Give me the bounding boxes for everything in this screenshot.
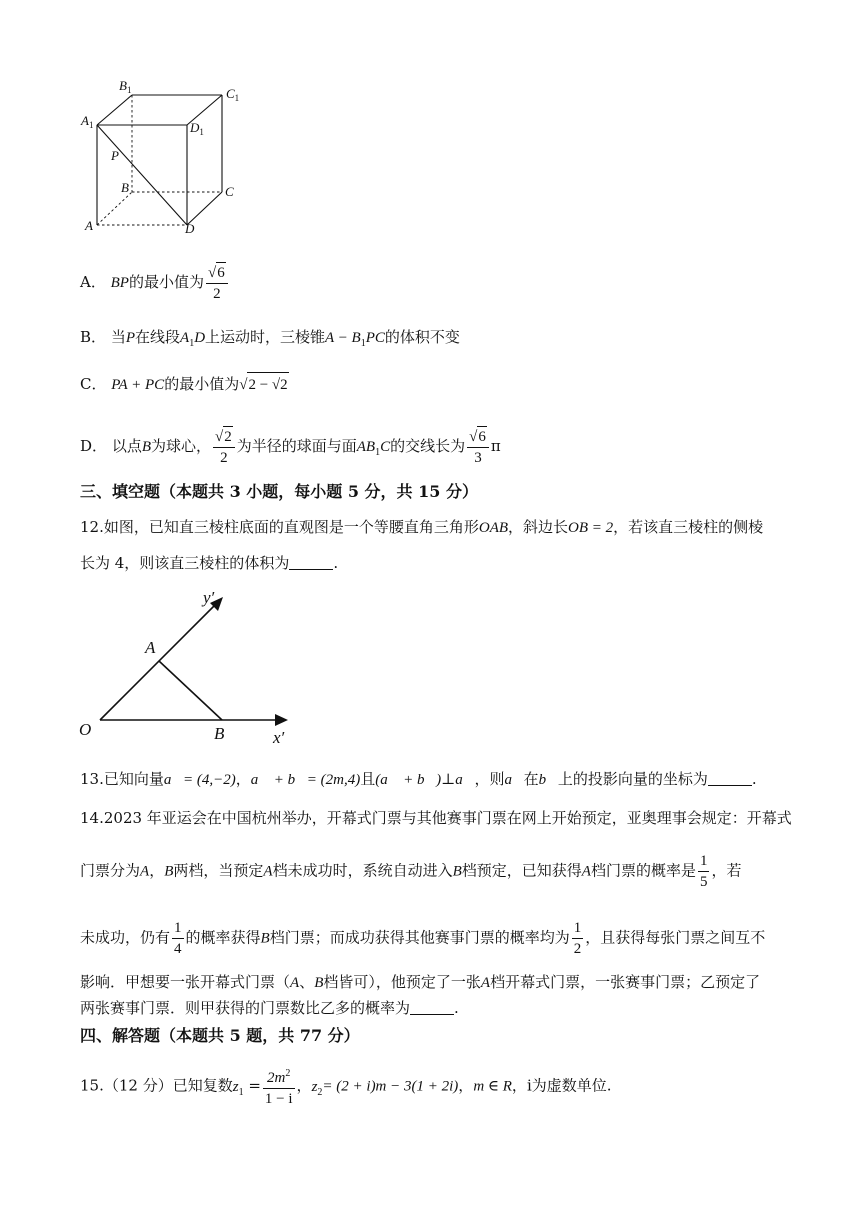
label-p: P [111,148,119,163]
label-c: C [225,184,234,199]
label-b1: $B_1$ [119,78,132,95]
label-a: A [145,638,156,657]
q14-line5: 两张赛事门票．则甲获得的门票数比乙多的概率为 . [80,999,459,1017]
q14-line4: 影响．甲想要一张开幕式门票（A、B档皆可），他预定了一张A档开幕式门票，一张赛事门票；乙预定了 [80,973,761,991]
option-letter: B． [80,328,107,346]
label-d1: $D_1$ [190,120,204,137]
q12-line2: 长为 4，则该直三棱柱的体积为 . [80,554,339,572]
option-d-radius: $\frac{√2}{2}$ [213,426,235,468]
hidden-edge-ab [97,192,132,225]
face-ab1c: $AB_1C$ [356,439,391,458]
label-c1: $C_1$ [226,86,240,103]
label-b: B [121,180,129,195]
option-d-length: $\frac{√6}{3}$ [467,426,489,468]
option-a [80,262,230,304]
section-3-title: 三、填空题（本题共 3 小题，每小题 5 分，共 15 分） [80,482,478,501]
axes-figure [75,585,305,750]
segment-a1d: $A_1D$ [180,330,206,349]
label-o: O [79,720,92,739]
option-a-expr: BP [110,275,129,291]
option-d: D． 以点B为球心， $\frac{√2}{2}$ 为半径的球面与面$AB_1C$的交线长为 $\frac{√6}{3}$ π [80,426,501,468]
option-a-text: 的最小值为 [128,273,204,291]
option-c-expr: PA + PC [111,377,165,393]
label-a: A [85,218,93,233]
option-b: B． 当P在线段$A_1D$上运动时，三棱锥$A - B_1PC$的体积不变 [80,328,460,349]
label-x-prime: x′ [273,728,285,747]
edge-a1b1 [97,95,132,125]
answer-blank[interactable] [289,569,333,570]
cube-figure [75,75,250,240]
answer-blank[interactable] [708,785,752,786]
option-c-radical: √2 − √2 [239,377,288,393]
x-arrow-icon [275,714,288,726]
option-a-fraction: $\frac{√6}{2}$ [206,262,228,304]
label-y-prime: y′ [203,588,215,607]
q15: 15.（12 分）已知复数$z_1$ = $\frac{2m^2}{1 - i}$ ，$z_2= (2 + i)m - 3(1 + 2i)$，m ∈ R，i为虚数单位. [80,1064,612,1109]
q14-line3: 未成功，仍有 $\frac{1}{4}$ 的概率获得B档门票；而成功获得其他赛事门票的概率均为 $\frac{1}{2}$ ，且获得每张门票之间互不 [80,920,766,957]
option-letter: C． [80,375,107,393]
diagonal-a1d [97,125,187,225]
section-4-title: 四、解答题（本题共 5 题，共 77 分） [80,1026,360,1045]
q14-line1: 14.2023 年亚运会在中国杭州举办，开幕式门票与其他赛事门票在网上开始预定，亚奥理事会规定：开幕式 [80,809,792,827]
option-letter: A． [80,273,106,291]
label-d: D [185,221,195,236]
q13: 13.已知向量a⃗= (4,−2)，a⃗ + b⃗= (2m,4)且(a⃗ + b⃗)⊥a⃗，则a⃗在b⃗上的投影向量的坐标为 . [80,770,757,788]
label-b: B [214,724,225,743]
label-a1: $A_1$ [81,113,94,130]
q14-line2: 门票分为A，B两档，当预定A档未成功时，系统自动进入B档预定，已知获得A档门票的概率是 $\frac{1}{5}$ ，若 [80,853,742,890]
option-letter: D． [80,437,108,455]
segment-ab [159,661,222,720]
answer-blank[interactable] [410,1014,454,1015]
pyramid-expr: $A - B_1PC$ [325,330,385,349]
option-c: C． PA + PC的最小值为√2 − √2 [80,372,289,397]
q12-line1: 12.如图，已知直三棱柱底面的直观图是一个等腰直角三角形OAB，斜边长OB = 2，若该直三棱柱的侧棱 [80,518,764,536]
